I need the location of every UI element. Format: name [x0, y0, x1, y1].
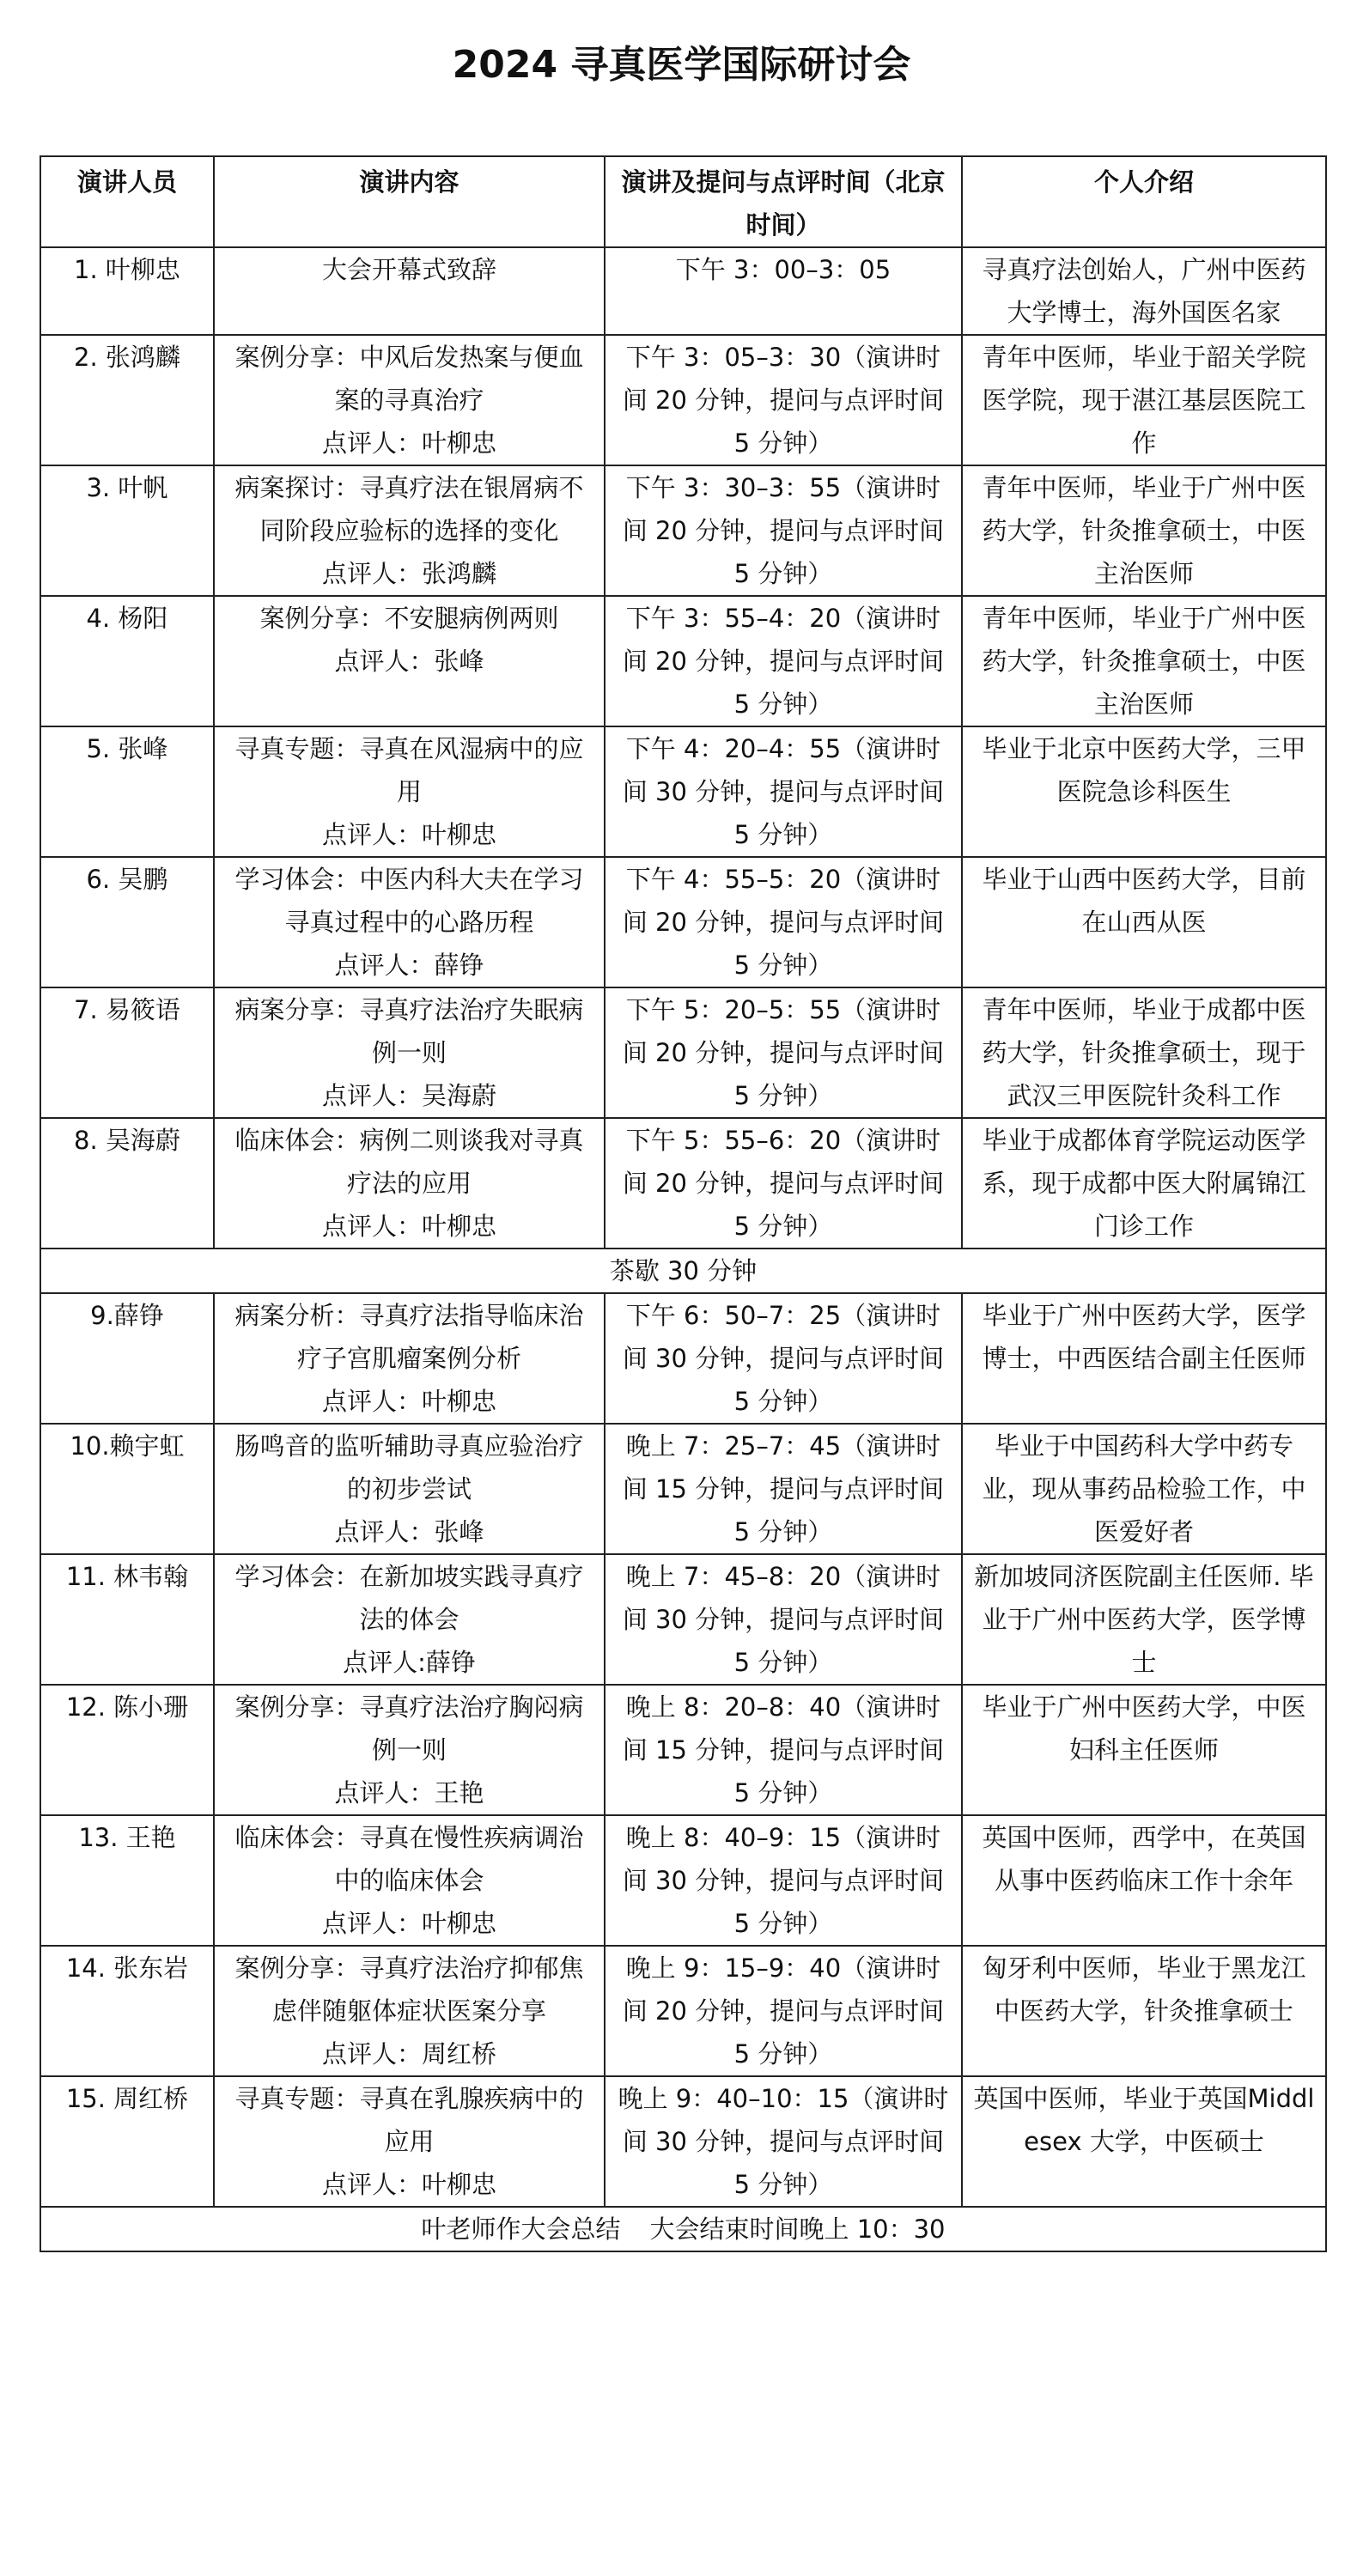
speaker-name: 14. 张东岩: [40, 1946, 214, 2076]
table-row: [40, 1293, 1326, 1424]
speaker-intro: 毕业于北京中医药大学，三甲医院急诊科医生: [962, 726, 1326, 857]
speaker-name: 11. 林韦翰: [40, 1554, 214, 1685]
talk-time: 下午 4：55–5：20（演讲时间 20 分钟，提问与点评时间 5 分钟）: [605, 857, 962, 987]
talk-time: 下午 4：20–4：55（演讲时间 30 分钟，提问与点评时间 5 分钟）: [605, 726, 962, 857]
speaker-intro: 毕业于中国药科大学中药专业，现从事药品检验工作，中医爱好者: [962, 1424, 1326, 1554]
speaker-name: 15. 周红桥: [40, 2076, 214, 2207]
table-row: [40, 1424, 1326, 1554]
talk-reviewer: 点评人：张峰: [334, 647, 484, 676]
talk-reviewer: 点评人：叶柳忠: [321, 1909, 496, 1938]
table-row: [40, 1685, 1326, 1815]
speaker-name: 2. 张鸿麟: [40, 335, 214, 465]
talk-topic: 案例分享：寻真疗法治疗抑郁焦虑伴随躯体症状医案分享: [234, 1953, 584, 2026]
talk-time: 下午 3：00–3：05: [605, 247, 962, 335]
speaker-name: 13. 王艳: [40, 1815, 214, 1946]
talk-time: 晚上 7：25–7：45（演讲时间 15 分钟，提问与点评时间 5 分钟）: [605, 1424, 962, 1554]
talk-reviewer: 点评人:薛铮: [343, 1648, 476, 1677]
talk-content: [214, 857, 605, 987]
speaker-intro: 青年中医师，毕业于广州中医药大学，针灸推拿硕士，中医主治医师: [962, 465, 1326, 596]
speaker-name: 10.赖宇虹: [40, 1424, 214, 1554]
table-row: [40, 1554, 1326, 1685]
talk-reviewer: 点评人：周红桥: [321, 2039, 496, 2069]
talk-content: [214, 596, 605, 726]
talk-content: [214, 247, 605, 335]
talk-time: 晚上 7：45–8：20（演讲时间 30 分钟，提问与点评时间 5 分钟）: [605, 1554, 962, 1685]
talk-reviewer: 点评人：叶柳忠: [321, 428, 496, 458]
speaker-intro: 新加坡同济医院副主任医师. 毕业于广州中医药大学，医学博士: [962, 1554, 1326, 1685]
table-row: [40, 1815, 1326, 1946]
talk-topic: 病案分析：寻真疗法指导临床治疗子宫肌瘤案例分析: [234, 1301, 584, 1373]
speaker-intro: 英国中医师，毕业于英国Middlesex 大学，中医硕士: [962, 2076, 1326, 2207]
closing-section: [40, 2207, 1326, 2251]
schedule-body-before-break: [40, 247, 1326, 1249]
speaker-intro: 毕业于成都体育学院运动医学系，现于成都中医大附属锦江门诊工作: [962, 1118, 1326, 1249]
tea-break: 茶歇 30 分钟: [40, 1249, 1326, 1293]
closing-cell: [40, 2207, 1326, 2251]
header-speaker: 演讲人员: [40, 156, 214, 247]
talk-topic: 肠鸣音的监听辅助寻真应验治疗的初步尝试: [234, 1431, 584, 1504]
talk-reviewer: 点评人：叶柳忠: [321, 2170, 496, 2199]
closing-row: [40, 2207, 1326, 2251]
table-row: [40, 1946, 1326, 2076]
talk-topic: 学习体会：在新加坡实践寻真疗法的体会: [234, 1562, 584, 1634]
table-row: [40, 726, 1326, 857]
table-row: [40, 465, 1326, 596]
speaker-name: 3. 叶帆: [40, 465, 214, 596]
talk-reviewer: 点评人：叶柳忠: [321, 1212, 496, 1241]
talk-topic: 病案分享：寻真疗法治疗失眠病例一则: [234, 995, 584, 1067]
talk-topic: 临床体会：寻真在慢性疾病调治中的临床体会: [234, 1823, 584, 1895]
talk-content: [214, 2076, 605, 2207]
talk-content: [214, 1685, 605, 1815]
schedule-body-after-break: [40, 1293, 1326, 2207]
talk-content: [214, 335, 605, 465]
table-row: [40, 987, 1326, 1118]
talk-time: 晚上 8：20–8：40（演讲时间 15 分钟，提问与点评时间 5 分钟）: [605, 1685, 962, 1815]
break-row: [40, 1249, 1326, 1293]
speaker-intro: 寻真疗法创始人，广州中医药大学博士，海外国医名家: [962, 247, 1326, 335]
talk-topic: 临床体会：病例二则谈我对寻真疗法的应用: [234, 1126, 584, 1198]
speaker-name: 9.薛铮: [40, 1293, 214, 1424]
talk-content: [214, 1946, 605, 2076]
speaker-intro: 青年中医师，毕业于成都中医药大学，针灸推拿硕士，现于武汉三甲医院针灸科工作: [962, 987, 1326, 1118]
talk-time: 下午 5：55–6：20（演讲时间 20 分钟，提问与点评时间 5 分钟）: [605, 1118, 962, 1249]
talk-time: 下午 5：20–5：55（演讲时间 20 分钟，提问与点评时间 5 分钟）: [605, 987, 962, 1118]
speaker-name: 5. 张峰: [40, 726, 214, 857]
speaker-intro: 匈牙利中医师，毕业于黑龙江中医药大学，针灸推拿硕士: [962, 1946, 1326, 2076]
talk-time: 下午 3：30–3：55（演讲时间 20 分钟，提问与点评时间 5 分钟）: [605, 465, 962, 596]
talk-time: 晚上 9：15–9：40（演讲时间 20 分钟，提问与点评时间 5 分钟）: [605, 1946, 962, 2076]
talk-reviewer: 点评人：王艳: [334, 1778, 484, 1807]
speaker-intro: 毕业于山西中医药大学，目前在山西从医: [962, 857, 1326, 987]
speaker-intro: 毕业于广州中医药大学，医学博士，中西医结合副主任医师: [962, 1293, 1326, 1424]
talk-reviewer: 点评人：叶柳忠: [321, 1387, 496, 1416]
table-row: [40, 335, 1326, 465]
speaker-name: 12. 陈小珊: [40, 1685, 214, 1815]
header-time: 演讲及提问与点评时间（北京时间）: [605, 156, 962, 247]
talk-reviewer: 点评人：张峰: [334, 1517, 484, 1546]
talk-time: 晚上 8：40–9：15（演讲时间 30 分钟，提问与点评时间 5 分钟）: [605, 1815, 962, 1946]
table-row: [40, 2076, 1326, 2207]
talk-content: [214, 1118, 605, 1249]
talk-reviewer: 点评人：张鸿麟: [321, 559, 496, 588]
talk-content: [214, 1293, 605, 1424]
speaker-intro: 青年中医师，毕业于韶关学院医学院，现于湛江基层医院工作: [962, 335, 1326, 465]
talk-time: 晚上 9：40–10：15（演讲时间 30 分钟，提问与点评时间 5 分钟）: [605, 2076, 962, 2207]
closing-summary: 叶老师作大会总结: [421, 2215, 621, 2244]
table-row: [40, 596, 1326, 726]
talk-time: 下午 3：55–4：20（演讲时间 20 分钟，提问与点评时间 5 分钟）: [605, 596, 962, 726]
schedule-table: [40, 155, 1327, 2252]
talk-reviewer: 点评人：叶柳忠: [321, 820, 496, 849]
table-row: [40, 1118, 1326, 1249]
talk-reviewer: 点评人：吴海蔚: [321, 1081, 496, 1110]
talk-content: [214, 1424, 605, 1554]
speaker-name: 8. 吴海蔚: [40, 1118, 214, 1249]
talk-topic: 案例分享：寻真疗法治疗胸闷病例一则: [234, 1692, 584, 1765]
talk-topic: 学习体会：中医内科大夫在学习寻真过程中的心路历程: [234, 865, 584, 937]
talk-content: [214, 987, 605, 1118]
talk-time: 下午 6：50–7：25（演讲时间 30 分钟，提问与点评时间 5 分钟）: [605, 1293, 962, 1424]
talk-time: 下午 3：05–3：30（演讲时间 20 分钟，提问与点评时间 5 分钟）: [605, 335, 962, 465]
talk-topic: 大会开幕式致辞: [321, 255, 496, 284]
speaker-name: 7. 易筱语: [40, 987, 214, 1118]
speaker-intro: 英国中医师，西学中，在英国从事中医药临床工作十余年: [962, 1815, 1326, 1946]
talk-topic: 病案探讨：寻真疗法在银屑病不同阶段应验标的选择的变化: [234, 473, 584, 545]
talk-topic: 寻真专题：寻真在乳腺疾病中的应用: [234, 2084, 584, 2156]
speaker-intro: 毕业于广州中医药大学，中医妇科主任医师: [962, 1685, 1326, 1815]
table-row: [40, 247, 1326, 335]
talk-topic: 案例分享：中风后发热案与便血案的寻真治疗: [234, 343, 584, 415]
talk-content: [214, 1815, 605, 1946]
talk-content: [214, 465, 605, 596]
header-row: [40, 156, 1326, 247]
talk-content: [214, 726, 605, 857]
talk-topic: 案例分享：不安腿病例两则: [259, 604, 559, 633]
talk-reviewer: 点评人：薛铮: [334, 951, 484, 980]
speaker-name: 6. 吴鹏: [40, 857, 214, 987]
speaker-intro: 青年中医师，毕业于广州中医药大学，针灸推拿硕士，中医主治医师: [962, 596, 1326, 726]
page-title: 2024 寻真医学国际研讨会: [452, 43, 911, 87]
speaker-name: 4. 杨阳: [40, 596, 214, 726]
talk-topic: 寻真专题：寻真在风湿病中的应用: [234, 734, 584, 806]
table-row: [40, 857, 1326, 987]
talk-content: [214, 1554, 605, 1685]
header-intro: 个人介绍: [962, 156, 1326, 247]
speaker-name: 1. 叶柳忠: [40, 247, 214, 335]
closing-end-time: 大会结束时间晚上 10：30: [649, 2215, 946, 2244]
break-section: [40, 1249, 1326, 1293]
header-content: 演讲内容: [214, 156, 605, 247]
